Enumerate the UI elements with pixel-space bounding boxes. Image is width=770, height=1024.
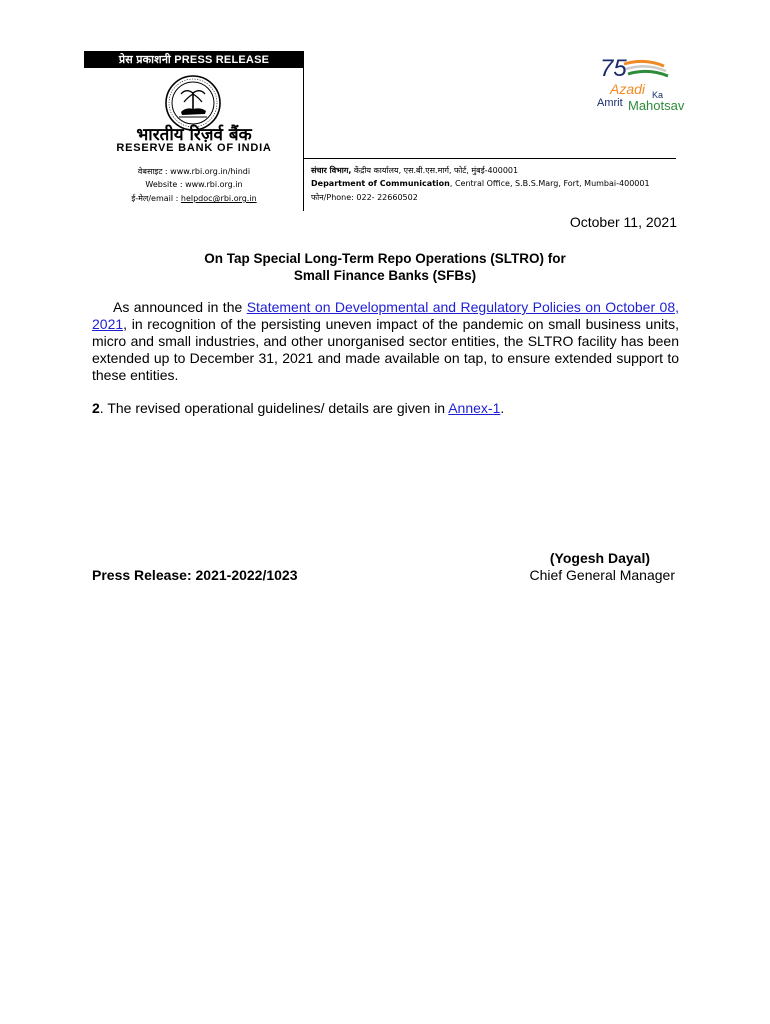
phone-line: फोन/Phone: 022- 22660502: [311, 193, 418, 202]
website-hindi-link[interactable]: www.rbi.org.in/hindi: [170, 167, 251, 176]
website-hindi-line: [84, 166, 304, 177]
release-date: October 11, 2021: [569, 214, 677, 230]
paragraph-1: [92, 299, 679, 384]
logo-number: 75: [600, 55, 627, 82]
para2-text: . The revised operational guidelines/ details are given in: [99, 400, 449, 416]
signatory-title: Chief General Manager: [529, 567, 675, 583]
para2-end: .: [500, 400, 505, 416]
para1-lead: As announced in the: [113, 299, 247, 315]
email-label: ई-मेल/email :: [131, 194, 181, 203]
bank-name-english: RESERVE BANK OF INDIA: [116, 142, 272, 154]
azadi-ka-amrit-mahotsav-logo: [594, 54, 704, 114]
press-release-number: Press Release: 2021-2022/1023: [92, 567, 298, 583]
dept-hindi-rest: केंद्रीय कार्यालय, एस.बी.एस.मार्ग, फोर्ट, मुंबई-400001: [351, 166, 519, 175]
website-label: Website :: [145, 180, 186, 189]
para2-number: 2: [92, 400, 100, 416]
title-line-2: Small Finance Banks (SFBs): [293, 268, 477, 283]
website-hindi-label: वेबसाइट :: [137, 167, 171, 176]
logo-azadi: Azadi: [610, 81, 646, 97]
signatory-name: (Yogesh Dayal): [549, 550, 650, 566]
annex-link[interactable]: Annex-1: [448, 400, 501, 416]
bank-name-hindi: भारतीय रिज़र्व बैंक: [136, 125, 252, 145]
dept-english-rest: , Central Office, S.B.S.Marg, Fort, Mumbai-400001: [449, 179, 650, 188]
paragraph-2: [92, 400, 679, 417]
logo-amrit: Amrit: [597, 97, 623, 109]
email-line: [84, 193, 304, 204]
statement-link[interactable]: Statement on Developmental and Regulatory Policies on October 08, 2021: [92, 299, 679, 332]
dept-hindi-line: [311, 165, 518, 176]
title-line-1: On Tap Special Long-Term Repo Operations (SLTRO) for: [204, 251, 566, 266]
logo-ka: Ka: [652, 90, 664, 100]
website-link[interactable]: www.rbi.org.in: [185, 180, 243, 189]
dept-hindi-bold: संचार विभाग,: [311, 166, 352, 175]
dept-english-bold: Department of Communication: [311, 179, 450, 188]
para1-rest: , in recognition of the persisting uneven impact of the pandemic on small business units, micro and small industries, and other unorganised sector entities, the SLTRO facility has been extended up to December 31, 2021 and made available on tap, to ensure extended support to these entities.: [92, 316, 679, 383]
dept-english-line: [311, 179, 650, 188]
website-line: [84, 180, 304, 189]
header-divider-horizontal: [304, 158, 676, 159]
press-release-bar: प्रेस प्रकाशनी PRESS RELEASE: [84, 51, 304, 68]
logo-mahotsav: Mahotsav: [628, 98, 685, 113]
email-link[interactable]: helpdoc@rbi.org.in: [180, 194, 257, 203]
